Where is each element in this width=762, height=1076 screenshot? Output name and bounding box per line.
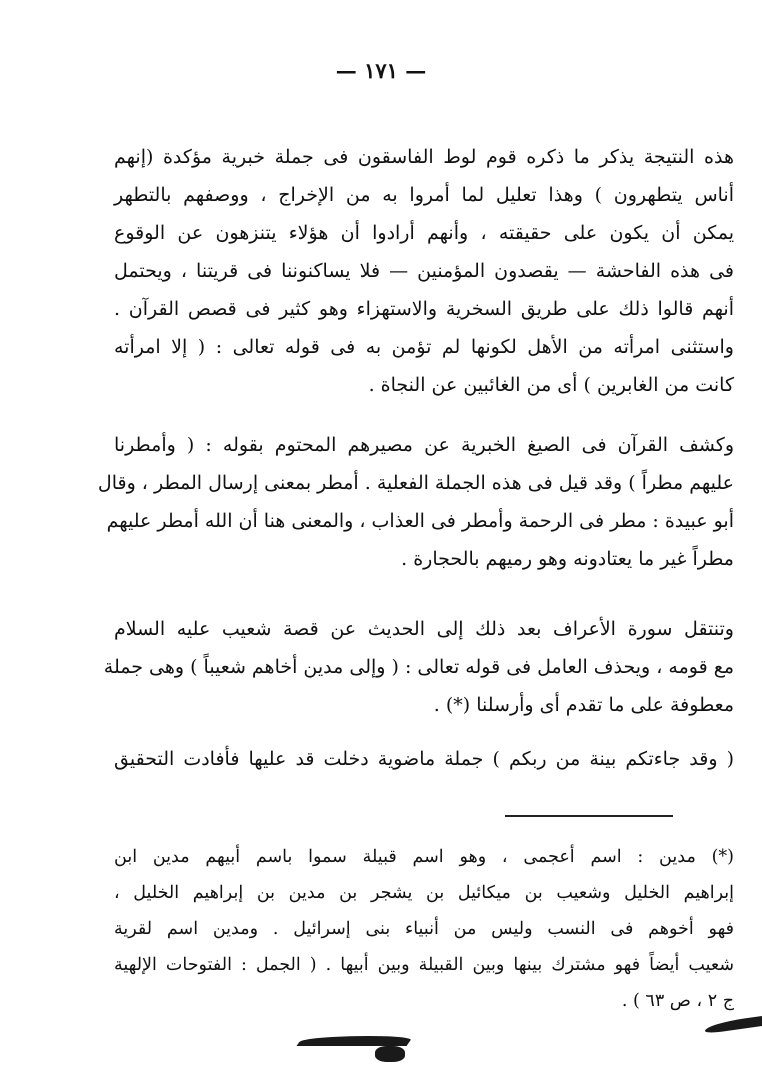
scan-smudge-bottom [296,1036,413,1046]
footnote-line-4: شعيب أيضاً فهو مشترك بينها وبين القبيلة وبين أبيها . ( الجمل : الفتوحات الإلهية [114,955,734,975]
paragraph-2-line-3: أبو عبيدة : مطر فى الرحمة وأمطر فى العذاب ، والمعنى هنا أن الله أمطر عليهم [106,510,734,532]
paragraph-1-line-5: أنهم قالوا ذلك على طريق السخرية والاستهزاء وهو كثير فى قصص القرآن . [114,298,734,320]
paragraph-4-line-1: ( وقد جاءتكم بينة من ربكم ) جملة ماضوية دخلت قد عليها فأفادت التحقيق [114,748,734,770]
paragraph-1-line-3: يمكن أن يكون على حقيقته ، وأنهم أرادوا أن هؤلاء يتنزهون عن الوقوع [114,222,734,244]
footnote-line-5: ج ٢ ، ص ٦٣ ) . [621,991,734,1011]
paragraph-1-line-4: فى هذه الفاحشة — يقصدون المؤمنين — فلا يساكنوننا فى قريتنا ، ويحتمل [114,260,734,282]
paragraph-3-line-2: مع قومه ، ويحذف العامل فى قوله تعالى : ( وإلى مدين أخاهم شعيباً ) وهى جملة [103,656,734,678]
paragraph-1-line-1: هذه النتيجة يذكر ما ذكره قوم لوط الفاسقون فى جملة خبرية مؤكدة (إنهم [114,146,734,168]
paragraph-3-line-1: وتنتقل سورة الأعراف بعد ذلك إلى الحديث عن قصة شعيب عليه السلام [114,618,734,640]
paragraph-2-line-1: وكشف القرآن فى الصيغ الخبرية عن مصيرهم المحتوم بقوله : ( وأمطرنا [114,434,734,456]
paragraph-2-line-2: عليهم مطراً ) وقد قيل فى هذه الجملة الفعلية . أمطر بمعنى إرسال المطر ، وقال [97,472,734,494]
paragraph-1-line-7: كانت من الغابرين ) أى من الغائبين عن النجاة . [368,374,734,396]
paragraph-3-line-3: معطوفة على ما تقدم أى وأرسلنا (*) . [433,694,734,716]
scan-smudge-bottom-blob [375,1046,405,1062]
paragraph-1-line-2: أناس يتطهرون ) وهذا تعليل لما أمروا به من الإخراج ، ووصفهم بالتطهر [114,184,734,206]
page-number: — ١٧١ — [335,58,427,83]
scan-smudge-right [705,1016,762,1034]
paragraph-2-line-4: مطراً غير ما يعتادونه وهو رميهم بالحجارة . [401,548,734,570]
footnote-line-1: (*) مدين : اسم أعجمى ، وهو اسم قبيلة سموا باسم أبيهم مدين ابن [114,847,734,867]
footnote-divider [505,815,673,817]
footnote-line-3: فهو أخوهم فى النسب وليس من أنبياء بنى إسرائيل . ومدين اسم لقرية [114,919,734,939]
paragraph-1-line-6: واستثنى امرأته من الأهل لكونها لم تؤمن به فى قوله تعالى : ( إلا امرأته [114,336,734,358]
footnote-line-2: إبراهيم الخليل وشعيب بن ميكائيل بن يشجر بن مدين بن إبراهيم الخليل ، [114,883,734,903]
